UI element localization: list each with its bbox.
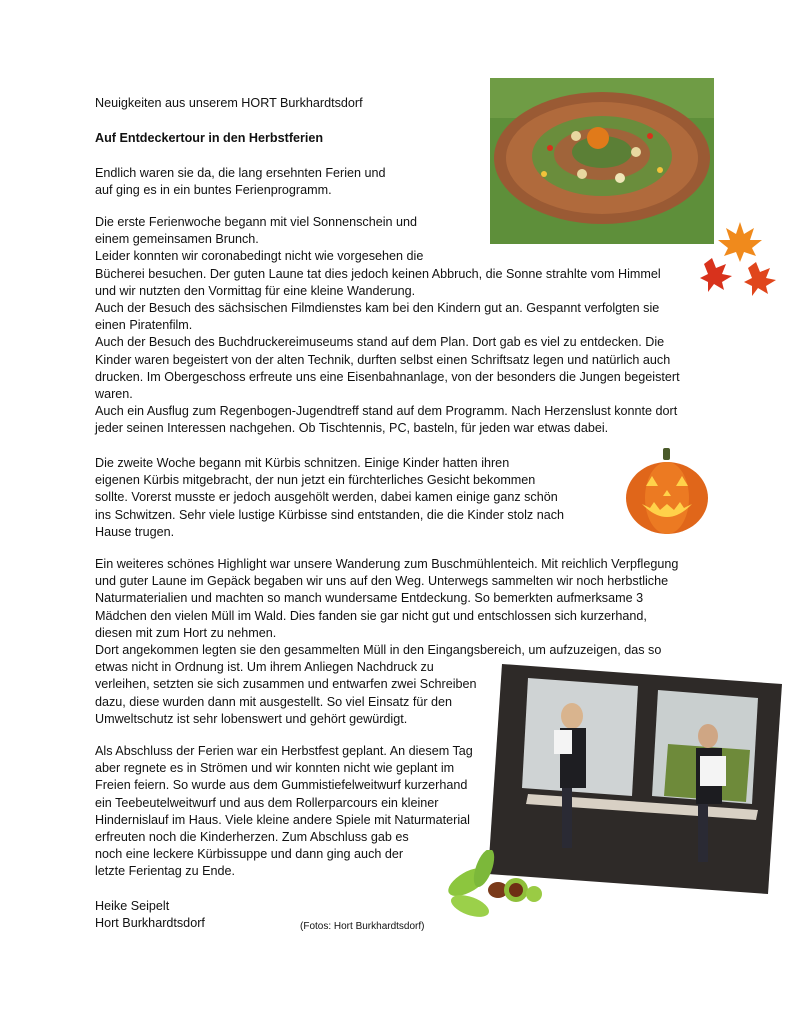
text-line: Freien feiern. So wurde aus dem Gummistiefelweitwurf kurzerhand bbox=[95, 778, 468, 793]
text-line: Auch der Besuch des sächsischen Filmdienstes kam bei den Kindern gut an. Gespannt verfolgten sie bbox=[95, 301, 660, 316]
article-title bbox=[95, 130, 323, 147]
text-line: Neuigkeiten aus unserem HORT Burkhardtsdorf bbox=[95, 96, 363, 110]
chestnut-leaves-icon bbox=[444, 850, 544, 924]
signature-org: Hort Burkhardtsdorf bbox=[95, 916, 205, 931]
text-line: Als Abschluss der Ferien war ein Herbstfest geplant. An diesem Tag bbox=[95, 744, 473, 758]
text-line: drucken. Im Obergeschoss erfreute uns eine Eisenbahnanlage, von der besonders die Jungen begeistert bbox=[95, 369, 680, 384]
text-line: eigenen Kürbis mitgebracht, der nun jetzt ein fürchterliches Gesicht bekommen bbox=[95, 473, 536, 488]
pumpkin-icon bbox=[624, 446, 710, 536]
text-line: und wir nutzten den Vormittag für eine kleine Wanderung. bbox=[95, 283, 416, 298]
signature-name: Heike Seipelt bbox=[95, 899, 170, 913]
photo-credit: (Fotos: Hort Burkhardtsdorf) bbox=[300, 921, 425, 932]
signature bbox=[95, 898, 205, 932]
text-line: einen Piratenfilm. bbox=[95, 318, 193, 333]
text-line: Ein weiteres schönes Highlight war unsere Wanderung zum Buschmühlenteich. Mit reichlich Verpflegung bbox=[95, 557, 679, 571]
text-line: letzte Ferientag zu Ende. bbox=[95, 864, 236, 879]
text-line: und guter Laune im Gepäck begaben wir uns auf den Weg. Unterwegs sammelten wir noch herbstliche bbox=[95, 574, 669, 589]
text-line: Auch der Besuch des Buchdruckereimuseums stand auf dem Plan. Dort gab es viel zu entdecken. Die bbox=[95, 335, 665, 350]
paragraph-first-week bbox=[95, 214, 680, 438]
paragraph-second-week bbox=[95, 455, 564, 541]
text-line: Die zweite Woche begann mit Kürbis schnitzen. Einige Kinder hatten ihren bbox=[95, 456, 510, 470]
text-line: Hindernislauf im Haus. Viele kleine andere Spiele mit Naturmaterial bbox=[95, 812, 470, 827]
text-line: Hause trugen. bbox=[95, 524, 175, 539]
leaf-mandala-photo bbox=[490, 78, 714, 244]
text-line: Umweltschutz ist sehr lobenswert und gehört gewürdigt. bbox=[95, 711, 408, 726]
text-line: noch eine leckere Kürbissuppe und dann ging auch der bbox=[95, 847, 404, 862]
text-line: diesen mit zum Hort zu nehmen. bbox=[95, 625, 277, 640]
text-line: erfreuten noch die Kinderherzen. Zum Abschluss gab es bbox=[95, 830, 409, 845]
text-line: Bücherei besuchen. Der guten Laune tat dies jedoch keinen Abbruch, die Sonne strahlte vom Himmel bbox=[95, 266, 661, 281]
text-line: jeder seinen Interessen nachgehen. Ob Tischtennis, PC, basteln, für jeden war etwas dabei. bbox=[95, 421, 609, 436]
text-line: Naturmaterialien und machten so manch wundersame Entdeckung. So bemerkten aufmerksame 3 bbox=[95, 591, 644, 606]
text-line: Mädchen den vielen Müll im Wald. Dies fanden sie gar nicht gut und entschlossen sich kurzerhand, bbox=[95, 608, 647, 623]
text-line: Auf Entdeckertour in den Herbstferien bbox=[95, 131, 324, 145]
text-line: Dort angekommen legten sie den gesammelten Müll in den Eingangsbereich, um aufzuzeigen, das so bbox=[95, 643, 662, 658]
maple-leaves-icon bbox=[700, 218, 778, 302]
text-line: Leider konnten wir coronabedingt nicht wie vorgesehen die bbox=[95, 249, 424, 264]
text-line: Endlich waren sie da, die lang ersehnten Ferien und bbox=[95, 166, 386, 180]
text-line: ein Teebeutelweitwurf und aus dem Rollerparcours ein kleiner bbox=[95, 795, 439, 810]
paragraph-intro bbox=[95, 165, 386, 199]
text-line: Kinder waren begeistert von der alten Technik, durften selbst einen Schriftsatz legen und natürlich auch bbox=[95, 352, 671, 367]
text-line: auf ging es in ein buntes Ferienprogramm. bbox=[95, 183, 332, 198]
text-line: ins Schwitzen. Sehr viele lustige Kürbisse sind entstanden, die die Kinder stolz nach bbox=[95, 507, 565, 522]
text-line: aber regnete es in Strömen und wir konnten nicht wie geplant im bbox=[95, 761, 455, 776]
text-line: Auch ein Ausflug zum Regenbogen-Jugendtreff stand auf dem Programm. Nach Herzenslust konnte dort bbox=[95, 404, 678, 419]
text-line: etwas nicht in Ordnung ist. Um ihrem Anliegen Nachdruck zu bbox=[95, 660, 434, 675]
text-line: waren. bbox=[95, 387, 133, 402]
text-line: Die erste Ferienwoche begann mit viel Sonnenschein und bbox=[95, 215, 418, 229]
text-line: dazu, diese wurden dann mit ausgestellt. So viel Einsatz für den bbox=[95, 694, 453, 709]
text-line: einem gemeinsamen Brunch. bbox=[95, 232, 259, 247]
text-line: verleihen, setzten sie sich zusammen und entwarfen zwei Schreiben bbox=[95, 677, 477, 692]
text-line: sollte. Vorerst musste er jedoch ausgehölt werden, dabei kamen einige ganz schön bbox=[95, 490, 558, 505]
news-line bbox=[95, 95, 363, 112]
paragraph-autumn-fest bbox=[95, 743, 473, 881]
